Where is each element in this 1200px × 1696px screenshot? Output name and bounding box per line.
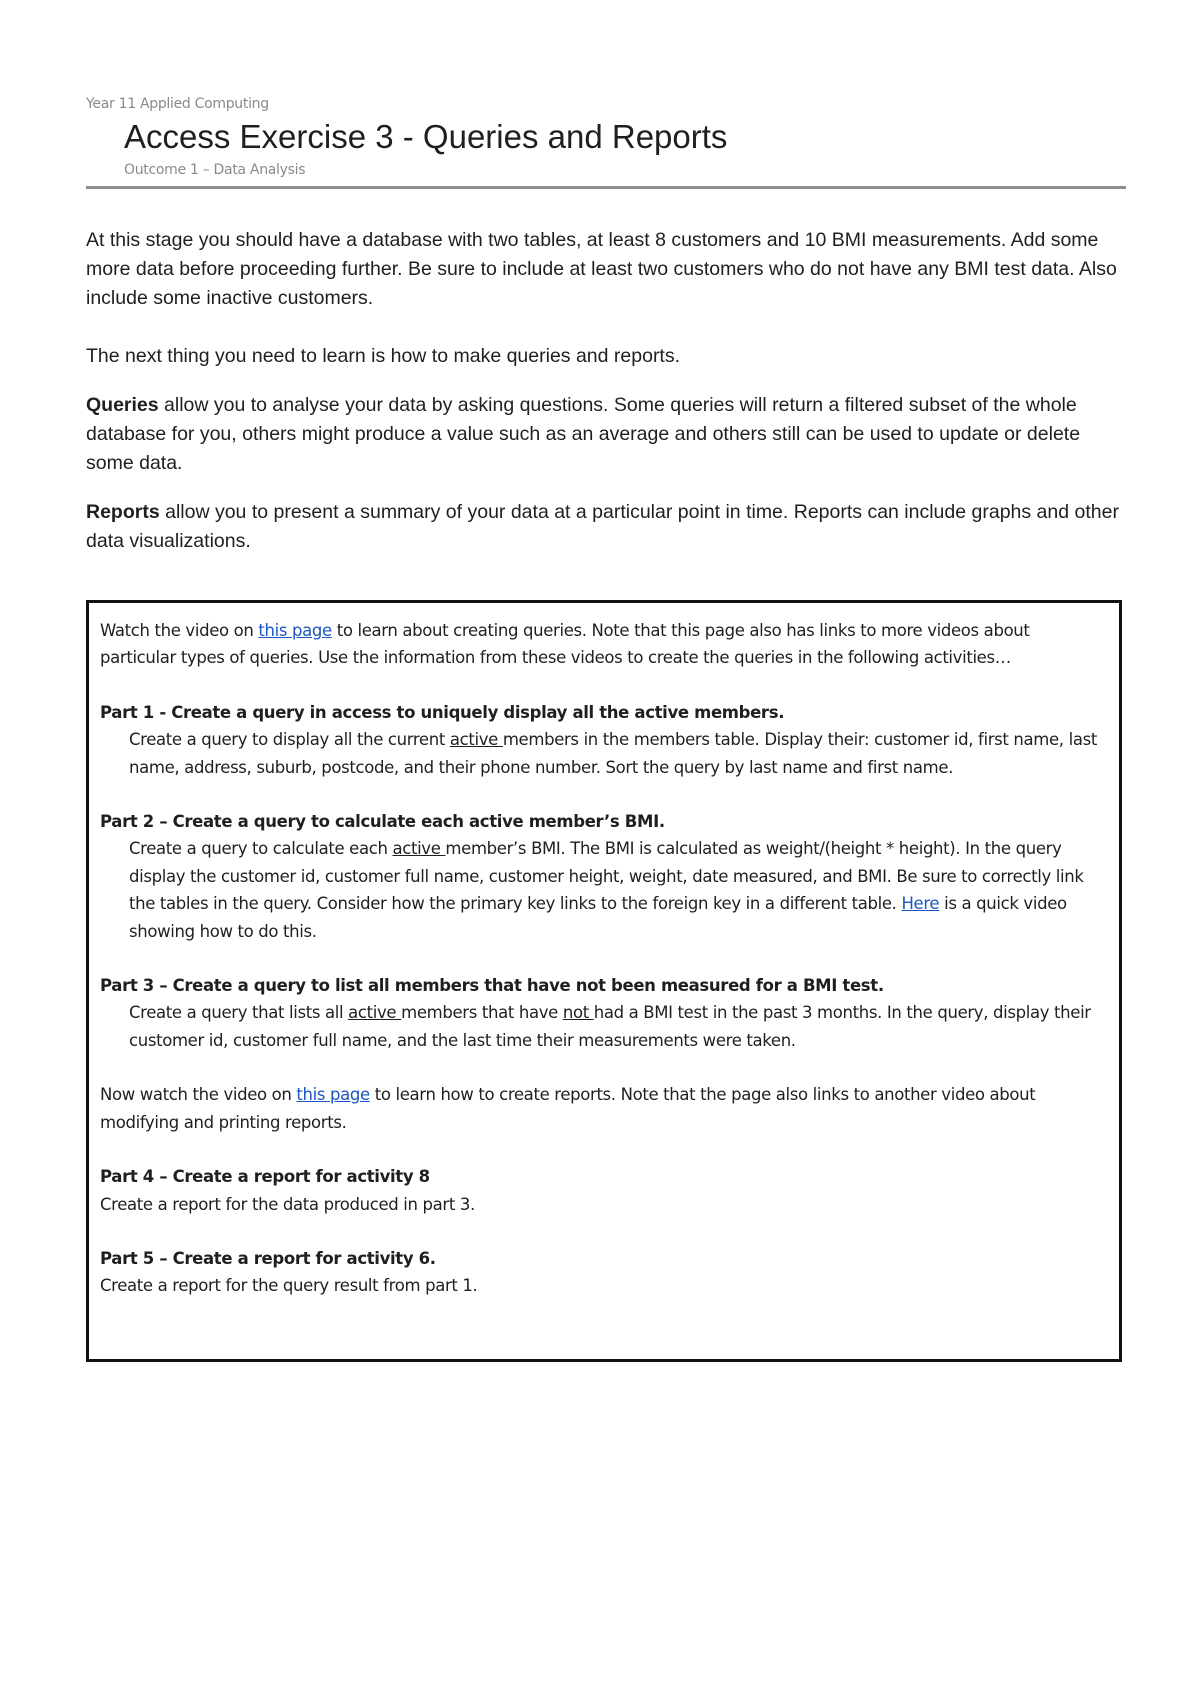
this-page-link[interactable]: this page [296, 1085, 370, 1105]
reports-paragraph [86, 498, 1126, 556]
here-link[interactable]: Here [901, 894, 940, 914]
queries-paragraph [86, 391, 1126, 478]
part4-heading: Part 4 – Create a report for activity 8 [100, 1167, 430, 1187]
part1-instructions [100, 726, 1108, 781]
part4-instructions: Create a report for the data produced in part 3. [100, 1194, 475, 1214]
header-divider [86, 186, 1126, 189]
text-run: members in the members table. Display their: customer id, first name, last name, address, suburb, postcode, and their phone number. Sort the query by last name and first name. [129, 730, 1097, 777]
intro-paragraph: The next thing you need to learn is how to make queries and reports. [86, 345, 681, 367]
text-run: to learn how to create reports. Note that the page also links to another video about modifying and printing reports. [100, 1085, 1036, 1132]
text-run: Watch the video on [100, 621, 259, 640]
this-page-link[interactable]: this page [258, 621, 332, 640]
queries-label: Queries [86, 394, 159, 416]
part2-heading: Part 2 – Create a query to calculate each active member’s BMI. [100, 812, 665, 832]
part1-heading: Part 1 - Create a query in access to uniquely display all the active members. [100, 702, 785, 722]
text-run: Now watch the video on [100, 1085, 297, 1105]
watch-queries-paragraph [100, 617, 1108, 672]
text-run: Create a query to display all the current [129, 730, 450, 750]
text-run: members that have [401, 1003, 563, 1023]
watch-reports-paragraph [100, 1081, 1108, 1136]
underlined-text: active [348, 1003, 402, 1023]
part3-heading: Part 3 – Create a query to list all members that have not been measured for a BMI test. [100, 976, 884, 996]
text-run: Create a query to calculate each [129, 839, 393, 859]
underlined-text: active [449, 730, 503, 750]
text-run: is a quick video showing how to do this. [129, 894, 1067, 941]
text-run: Create a query that lists all [129, 1003, 349, 1023]
course-label: Year 11 Applied Computing [86, 96, 269, 112]
part5-instructions: Create a report for the query result from part 1. [100, 1276, 478, 1296]
activities-box [86, 600, 1122, 1362]
part5-heading: Part 5 – Create a report for activity 6. [100, 1248, 436, 1268]
reports-text: allow you to present a summary of your data at a particular point in time. Reports can include graphs and other data visualizations. [86, 501, 1119, 552]
text-run: member’s BMI. The BMI is calculated as weight/(height * height). In the query display the customer id, customer full name, customer height, weight, date measured, and BMI. Be sure to correctly link the tables in the query. Consider how the primary key links to the foreign key in a different table. [129, 839, 1084, 914]
intro-paragraph: At this stage you should have a database with two tables, at least 8 customers and 10 BMI measurements. Add some more data before proceeding further. Be sure to include at least two customers who do not have any BMI test data. Also include some inactive customers. [86, 229, 1117, 309]
text-run: to learn about creating queries. Note that this page also has links to more videos about particular types of queries. Use the information from these videos to create the queries in the following activities… [100, 621, 1030, 668]
intro-section [86, 226, 1126, 556]
text-run: had a BMI test in the past 3 months. In the query, display their customer id, customer full name, and the last time their measurements were taken. [129, 1003, 1091, 1050]
outcome-subtitle: Outcome 1 – Data Analysis [124, 162, 306, 178]
part2-instructions [100, 835, 1108, 945]
underlined-text: active [392, 839, 446, 859]
page-title: Access Exercise 3 - Queries and Reports [124, 118, 728, 155]
reports-label: Reports [86, 501, 160, 523]
underlined-text: not [562, 1003, 594, 1023]
queries-text: allow you to analyse your data by asking questions. Some queries will return a filtered subset of the whole database for you, others might produce a value such as an average and others still can be used to update or delete some data. [86, 394, 1081, 474]
part3-instructions [100, 999, 1108, 1054]
